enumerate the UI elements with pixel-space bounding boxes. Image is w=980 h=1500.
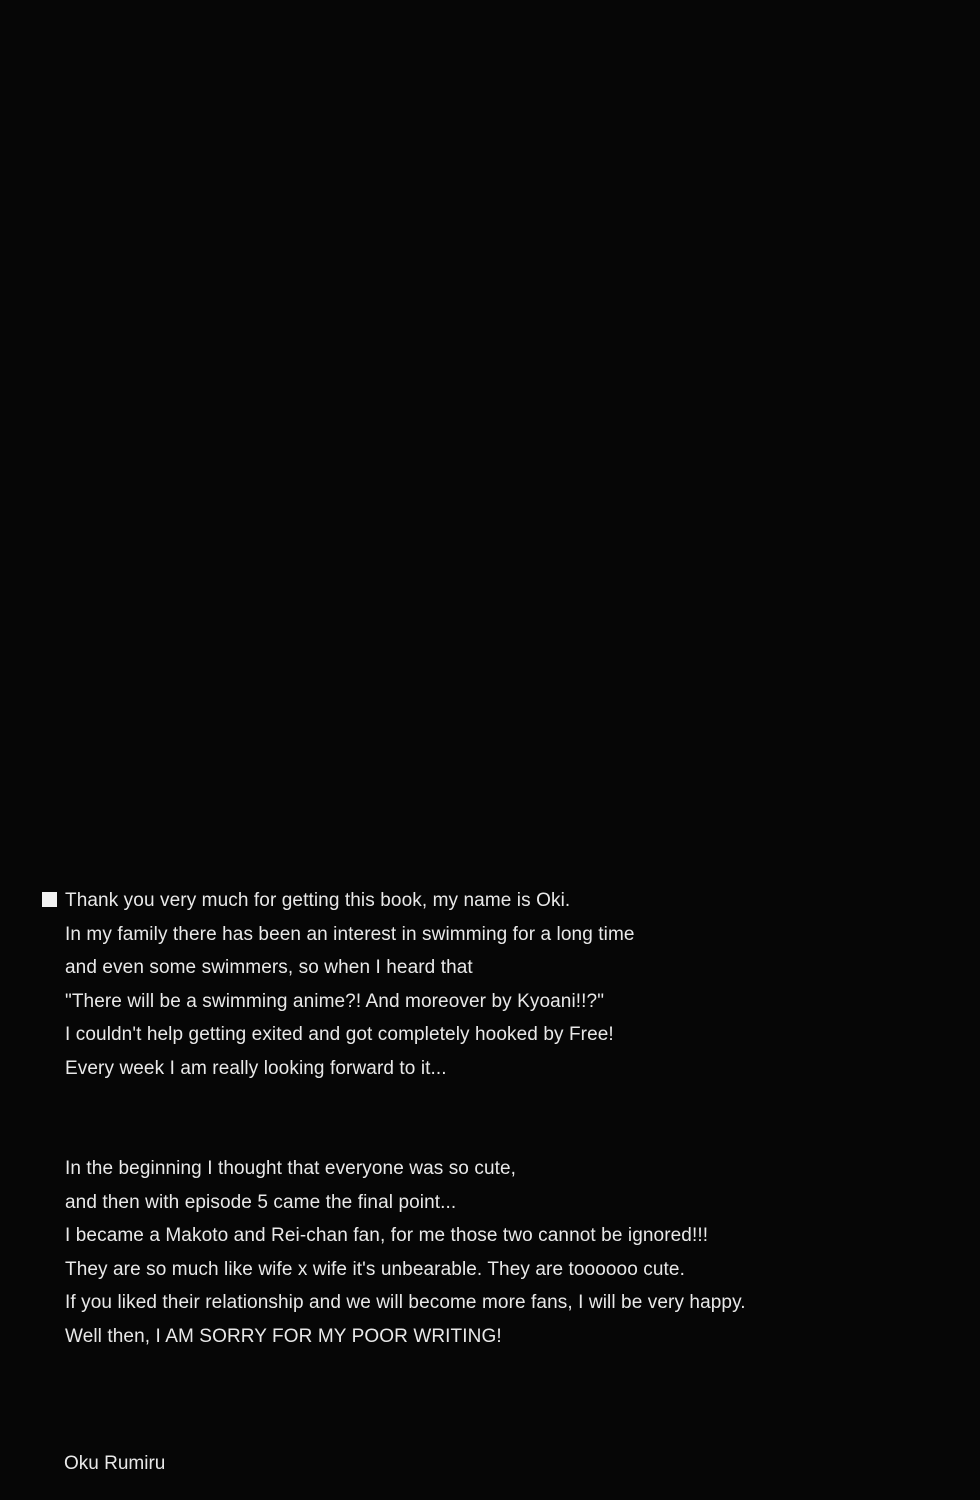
afterword-line <box>42 884 950 918</box>
afterword-paragraph-2 <box>42 1152 950 1353</box>
afterword-line: I couldn't help getting exited and got completely hooked by Free! <box>65 1024 614 1045</box>
afterword-paragraph-1 <box>42 884 950 1085</box>
square-bullet-icon <box>42 892 57 907</box>
afterword-line: and even some swimmers, so when I heard that <box>65 957 473 978</box>
afterword-line: Every week I am really looking forward to it... <box>65 1057 447 1079</box>
afterword-line: and then with episode 5 came the final point... <box>65 1191 457 1213</box>
afterword-line: They are so much like wife x wife it's unbearable. They are toooooo cute. <box>65 1258 685 1280</box>
afterword-line: If you liked their relationship and we will become more fans, I will be very happy. <box>65 1292 746 1313</box>
author-signature: Oku Rumiru <box>64 1453 166 1474</box>
afterword-text-block <box>42 884 950 1353</box>
afterword-line: I became a Makoto and Rei-chan fan, for me those two cannot be ignored!!! <box>65 1225 709 1246</box>
afterword-line: Well then, I AM SORRY FOR MY POOR WRITING! <box>65 1325 502 1347</box>
afterword-line: "There will be a swimming anime?! And moreover by Kyoani!!?" <box>65 990 605 1012</box>
afterword-line: In my family there has been an interest in swimming for a long time <box>65 923 635 945</box>
afterword-line: In the beginning I thought that everyone was so cute, <box>65 1158 517 1179</box>
afterword-line-text: Thank you very much for getting this book, my name is Oki. <box>65 890 571 911</box>
